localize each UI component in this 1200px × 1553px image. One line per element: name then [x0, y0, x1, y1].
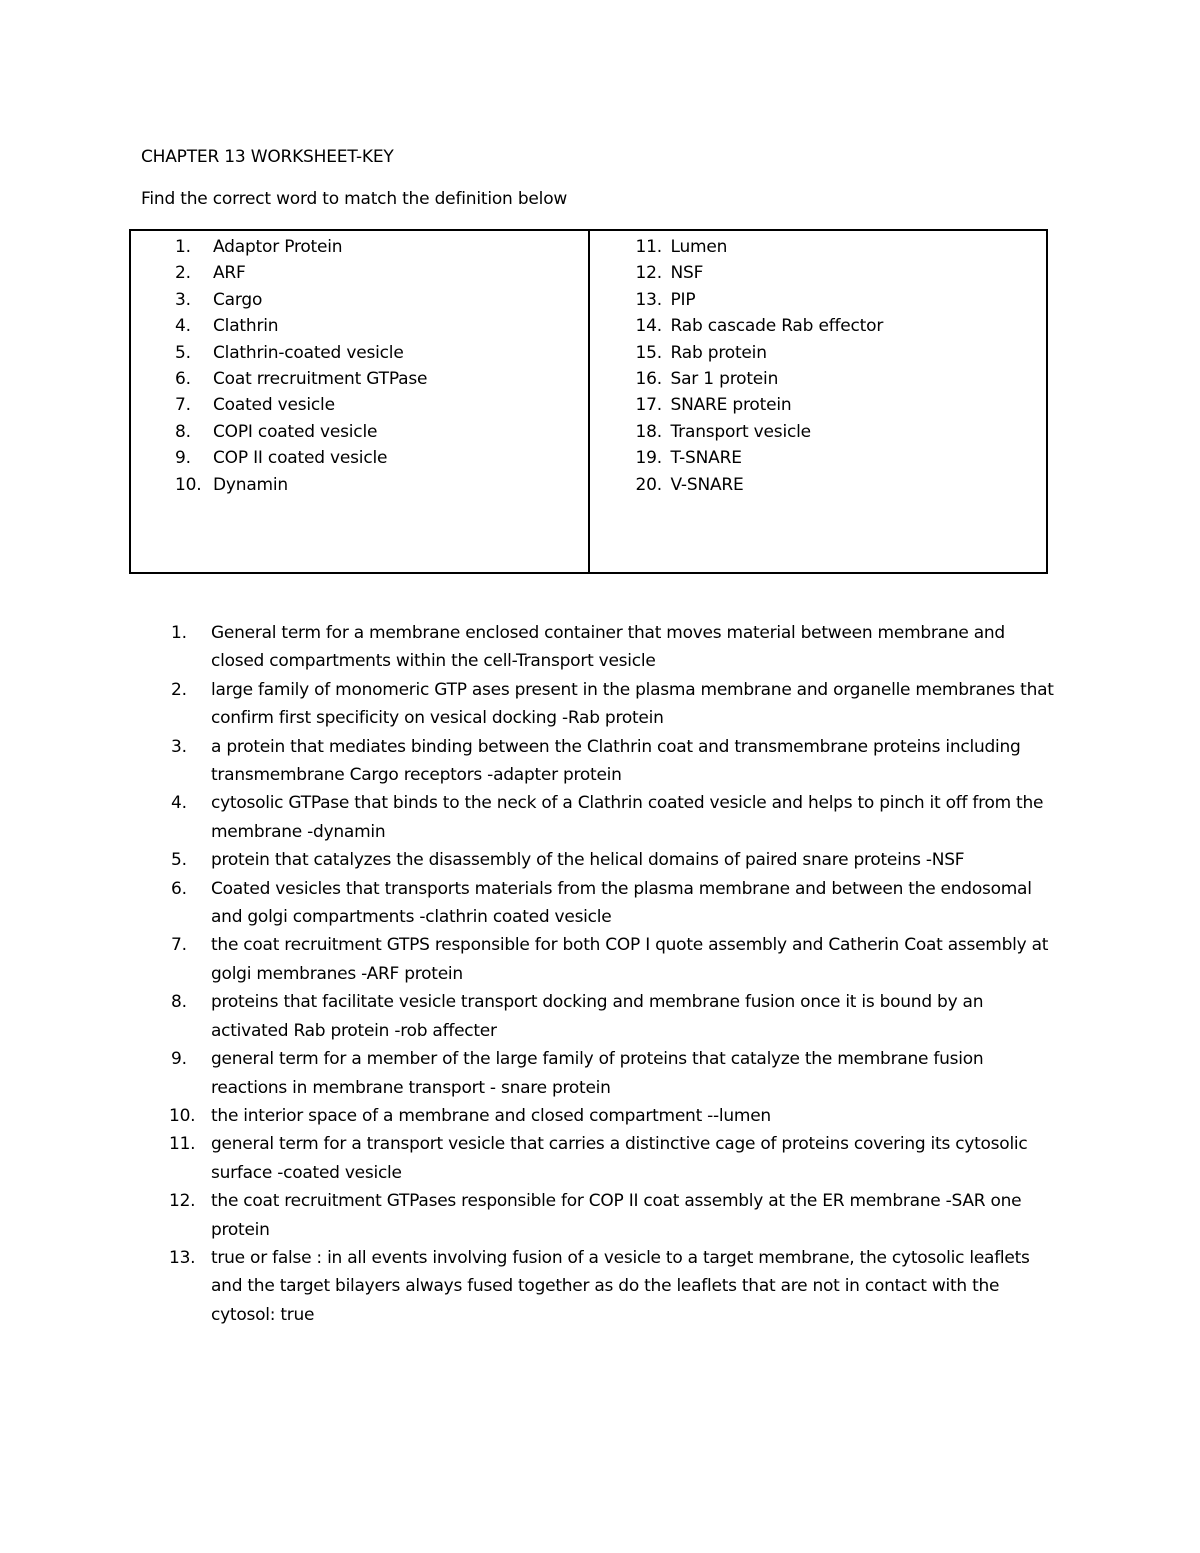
word-bank-item-term: Rab protein [670, 342, 767, 363]
word-bank-item [131, 445, 588, 471]
word-bank-item-number: 1. [175, 237, 191, 257]
question-text: large family of monomeric GTP ases present in the plasma membrane and organelle membranes that confirm first specificity on vesical docking -Rab protein [211, 679, 1054, 729]
word-bank-item-number: 17. [635, 395, 662, 416]
word-bank-item-term: Coated vesicle [213, 395, 335, 416]
word-bank-item [590, 313, 1047, 339]
word-bank-item-number: 16. [635, 368, 662, 389]
word-bank-item [590, 366, 1047, 392]
word-bank-item [590, 419, 1047, 445]
word-bank-item-number: 18. [635, 421, 662, 442]
word-bank-item-term: Clathrin-coated vesicle [213, 342, 404, 363]
word-bank-item-term: T-SNARE [670, 448, 742, 469]
instructions-text: Find the correct word to match the definition below [141, 189, 568, 209]
word-bank-item-term: Sar 1 protein [670, 368, 779, 389]
question-number: 10. [169, 1105, 196, 1126]
word-bank-left-column [131, 231, 590, 572]
word-bank-item-number: 9. [175, 448, 191, 469]
question-text: the coat recruitment GTPS responsible for both COP I quote assembly and Catherin Coat assembly at golgi membranes -ARF protein [211, 935, 1049, 984]
word-bank-item-term: Transport vesicle [670, 421, 811, 442]
word-bank-item [131, 234, 588, 260]
question-number: 1. [171, 623, 187, 643]
word-bank-item-number: 11. [635, 237, 662, 257]
question-number: 11. [169, 1134, 196, 1155]
word-bank-item-number: 2. [175, 263, 191, 284]
word-bank-item [590, 472, 1047, 498]
word-bank-item [590, 445, 1047, 471]
question-item [0, 931, 1200, 988]
word-bank-item [131, 419, 588, 445]
word-bank-table [129, 229, 1048, 574]
question-item [0, 1130, 1200, 1187]
word-bank-item [131, 392, 588, 418]
word-bank-item-term: COPI coated vesicle [213, 421, 378, 442]
question-item [0, 789, 1200, 846]
word-bank-item-number: 15. [635, 342, 662, 363]
word-bank-item-term: Rab cascade Rab effector [670, 316, 884, 337]
word-bank-item-number: 10. [175, 474, 202, 495]
question-number: 12. [169, 1191, 196, 1212]
question-text: the coat recruitment GTPases responsible for COP II coat assembly at the ER membrane -SAR one protein [211, 1191, 1022, 1240]
question-text: a protein that mediates binding between the Clathrin coat and transmembrane proteins including transmembrane Cargo receptors -adapter protein [211, 736, 1021, 786]
word-bank-item-term: Coat rrecruitment GTPase [213, 368, 428, 389]
question-item [0, 1244, 1200, 1329]
question-number: 7. [171, 935, 187, 956]
question-text: proteins that facilitate vesicle transport docking and membrane fusion once it is bound by an activated Rab protein -rob affecter [211, 992, 984, 1041]
word-bank-item-term: Cargo [213, 289, 263, 310]
question-text: true or false : in all events involving fusion of a vesicle to a target membrane, the cytosolic leaflets and the target bilayers always fused together as do the leaflets that are not in contact with the cytosol: true [211, 1247, 1030, 1325]
word-bank-item-term: NSF [670, 263, 704, 284]
word-bank-item-term: Lumen [670, 237, 728, 257]
word-bank-item-term: Adaptor Protein [213, 237, 343, 257]
word-bank-item [590, 234, 1047, 260]
question-text: protein that catalyzes the disassembly of the helical domains of paired snare proteins -NSF [211, 850, 965, 871]
question-text: Coated vesicles that transports materials from the plasma membrane and between the endosomal and golgi compartments -clathrin coated vesicle [211, 878, 1032, 928]
word-bank-item-term: PIP [670, 289, 696, 310]
word-bank-item-term: Clathrin [213, 316, 279, 337]
word-bank-item-number: 6. [175, 368, 191, 389]
word-bank-item-term: COP II coated vesicle [213, 448, 388, 469]
word-bank-item-number: 20. [635, 474, 662, 495]
word-bank-item [131, 287, 588, 313]
word-bank-item-term: ARF [213, 263, 246, 284]
word-bank-item-number: 5. [175, 342, 191, 363]
word-bank-item [131, 472, 588, 498]
word-bank-item [131, 313, 588, 339]
word-bank-item [590, 340, 1047, 366]
word-bank-item-term: SNARE protein [670, 395, 792, 416]
question-number: 8. [171, 992, 187, 1013]
question-item [0, 1045, 1200, 1102]
word-bank-item-number: 7. [175, 395, 191, 416]
word-bank-right-column [590, 231, 1047, 572]
question-item [0, 846, 1200, 874]
question-text: cytosolic GTPase that binds to the neck of a Clathrin coated vesicle and helps to pinch it off from the membrane -dynamin [211, 793, 1044, 842]
word-bank-item-number: 19. [635, 448, 662, 469]
word-bank-item [590, 287, 1047, 313]
question-number: 5. [171, 850, 187, 871]
word-bank-item [590, 392, 1047, 418]
word-bank-item-number: 8. [175, 421, 191, 442]
question-number: 9. [171, 1049, 187, 1070]
question-text: general term for a member of the large family of proteins that catalyze the membrane fusion reactions in membrane transport - snare protein [211, 1049, 984, 1098]
word-list-right [590, 234, 1047, 498]
question-number: 6. [171, 878, 187, 899]
question-text: the interior space of a membrane and closed compartment --lumen [211, 1105, 771, 1126]
question-item [0, 619, 1200, 676]
question-number: 3. [171, 736, 187, 757]
word-bank-item-term: V-SNARE [670, 474, 744, 495]
question-item [0, 733, 1200, 790]
question-item [0, 676, 1200, 733]
question-item [0, 1187, 1200, 1244]
question-number: 13. [169, 1247, 196, 1268]
question-text: general term for a transport vesicle that carries a distinctive cage of proteins covering its cytosolic surface -coated vesicle [211, 1134, 1028, 1183]
word-bank-item [590, 260, 1047, 286]
question-number: 4. [171, 793, 187, 814]
word-bank-item-number: 14. [635, 316, 662, 337]
question-number: 2. [171, 679, 187, 700]
word-list-left [131, 234, 588, 498]
word-bank-item-number: 3. [175, 289, 191, 310]
question-item [0, 988, 1200, 1045]
word-bank-item-number: 4. [175, 316, 191, 337]
question-text: General term for a membrane enclosed container that moves material between membrane and closed compartments within the cell-Transport vesicle [211, 623, 1005, 672]
word-bank-item [131, 260, 588, 286]
page-title: CHAPTER 13 WORKSHEET-KEY [141, 147, 394, 167]
word-bank-item [131, 366, 588, 392]
word-bank-item-number: 12. [635, 263, 662, 284]
question-item [0, 1102, 1200, 1130]
question-list [0, 619, 1200, 1329]
question-item [0, 875, 1200, 932]
word-bank-item [131, 340, 588, 366]
word-bank-item-number: 13. [635, 289, 662, 310]
word-bank-item-term: Dynamin [213, 474, 289, 495]
